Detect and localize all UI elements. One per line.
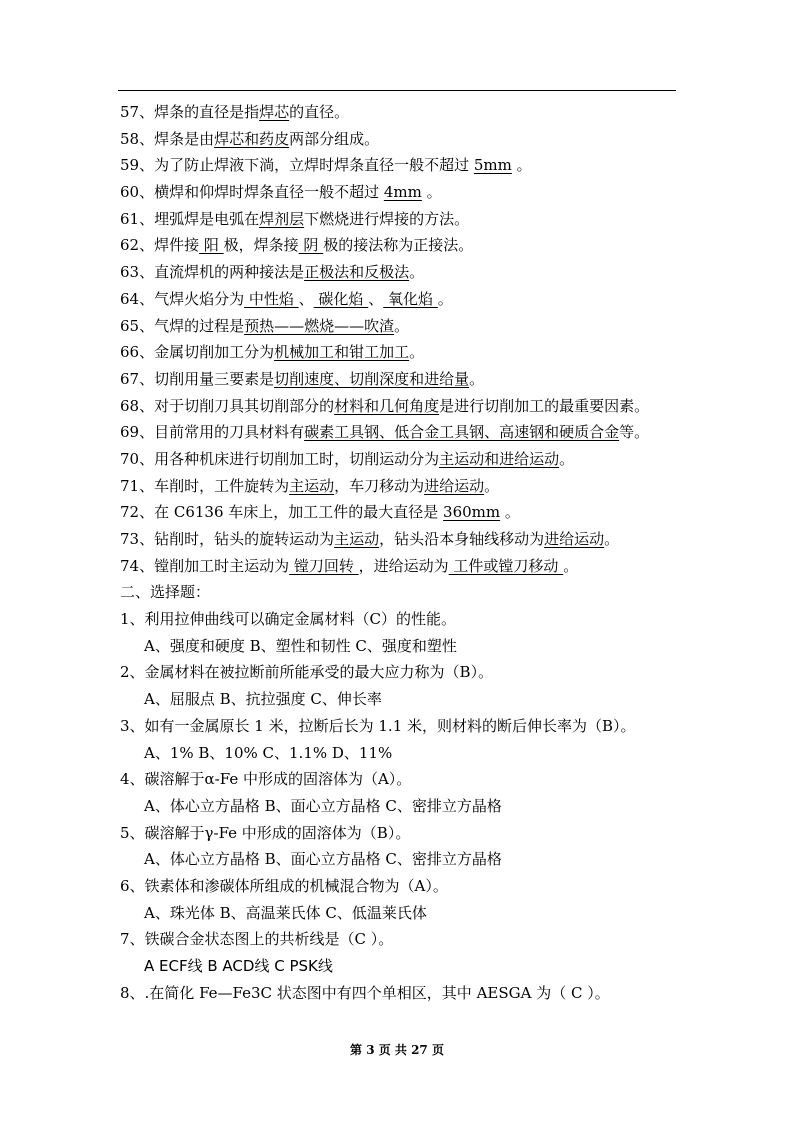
page-footer: 第 3 页 共 27 页	[350, 1043, 444, 1057]
text-line	[120, 820, 700, 847]
answer-underline: 焊芯和药皮	[214, 129, 290, 148]
text-line	[120, 446, 700, 473]
answer-underline: 镗刀回转	[289, 556, 359, 575]
text-segment: 、	[298, 289, 314, 308]
answer-options	[120, 740, 700, 767]
text-line	[120, 259, 700, 286]
answer-underline: 进给运动	[424, 476, 485, 495]
answer-underline: 阳	[199, 236, 224, 255]
text-line	[120, 152, 700, 179]
answer-underline: 4mm	[383, 183, 422, 202]
answer-underline: 5mm	[473, 156, 512, 175]
text-segment: A、体心立方晶格 B、面心立方晶格 C、密排立方晶格	[144, 850, 502, 869]
text-segment: 等。	[619, 423, 650, 442]
text-segment: 7、铁碳合金状态图上的共析线是（C ）。	[120, 930, 394, 949]
text-segment: 二、选择题：	[120, 583, 211, 602]
text-segment: 。	[394, 316, 410, 335]
answer-underline: 主运动	[289, 476, 335, 495]
text-segment: 73、钻削时，钻头的旋转运动为	[120, 530, 335, 548]
answer-underline: 氧化焰	[383, 289, 438, 308]
answer-options	[120, 953, 700, 980]
text-line	[120, 232, 700, 259]
text-line	[120, 926, 700, 953]
text-segment: ，进给运动为	[358, 556, 449, 575]
answer-underline: 主运动和进给运动	[439, 449, 560, 468]
text-segment: A、强度和硬度 B、塑性和韧性 C、强度和塑性	[144, 636, 457, 655]
text-segment: 。	[469, 369, 485, 388]
text-segment: 。	[437, 289, 453, 308]
text-segment: 63、直流焊机的两种接法是	[120, 263, 305, 282]
text-segment: A、体心立方晶格 B、面心立方晶格 C、密排立方晶格	[144, 796, 502, 815]
answer-underline: 焊芯	[259, 103, 290, 121]
text-segment: 两部分组成。	[289, 129, 380, 148]
answer-underline: 工件或镗刀移动	[448, 556, 564, 575]
text-segment: 67、切削用量三要素是	[120, 369, 275, 388]
text-line	[120, 766, 700, 793]
text-segment: 2、金属材料在被拉断前所能承受的最大应力称为（B）。	[120, 663, 494, 682]
text-segment: 6、铁素体和渗碳体所组成的机械混合物为（A）。	[120, 876, 448, 895]
text-segment: 。	[563, 556, 579, 575]
text-line	[120, 579, 700, 606]
answer-underline: 正极法和反极法	[304, 263, 410, 282]
text-line	[120, 366, 700, 393]
answer-options	[120, 633, 700, 660]
text-segment: 70、用各种机床进行切削加工时，切削运动分为	[120, 449, 440, 468]
text-line	[120, 286, 700, 313]
text-line	[120, 473, 700, 500]
text-line	[120, 99, 700, 126]
text-segment: ，钻头沿本身轴线移动为	[379, 530, 545, 548]
text-segment: 72、在 C6136 车床上，加工工件的最大直径是	[120, 503, 444, 522]
answer-underline: 碳化焰	[313, 289, 369, 308]
answer-underline: 阴	[298, 236, 324, 255]
text-segment: 。	[409, 343, 425, 362]
text-line	[120, 206, 700, 233]
answer-options	[120, 686, 700, 713]
answer-options	[120, 793, 700, 820]
text-segment: A、珠光体 B、高温莱氏体 C、低温莱氏体	[144, 903, 427, 922]
text-segment: 68、对于切削刀具其切削部分的	[120, 396, 335, 415]
text-segment: 极，焊条接	[223, 236, 299, 255]
text-segment: A ECF线 B ACD线 C PSK线	[144, 957, 333, 975]
text-segment: A、1% B、10% C、1.1% D、11%	[144, 743, 393, 762]
answer-options	[120, 846, 700, 873]
text-segment: 4、碳溶解于α-Fe 中形成的固溶体为（A）。	[120, 770, 412, 789]
text-segment: 的直径。	[289, 103, 350, 121]
text-line	[120, 393, 700, 420]
answer-underline: 进给运动	[544, 530, 605, 548]
answer-underline: 360mm	[443, 503, 501, 522]
answer-underline: 机械加工和钳工加工	[274, 343, 410, 362]
text-segment: 。	[500, 503, 520, 522]
text-segment: 71、车削时，工件旋转为	[120, 476, 290, 495]
text-segment: ，车刀移动为	[334, 476, 425, 495]
text-segment: 66、金属切削加工分为	[120, 343, 275, 362]
text-segment: 64、气焊火焰分为	[120, 289, 245, 308]
text-segment: 5、碳溶解于γ-Fe 中形成的固溶体为（B）。	[120, 823, 411, 842]
text-segment: 是进行切削加工的最重要因素。	[439, 396, 650, 415]
text-segment: 61、埋弧焊是电弧在	[120, 209, 260, 228]
text-line	[120, 419, 700, 446]
text-segment: A、屈服点 B、抗拉强度 C、伸长率	[144, 690, 382, 709]
text-segment: 65、气焊的过程是	[120, 316, 245, 335]
text-line	[120, 873, 700, 900]
text-line	[120, 980, 700, 1007]
text-line	[120, 339, 700, 366]
text-segment: 59、为了防止焊液下淌，立焊时焊条直径一般不超过	[120, 156, 474, 175]
text-line	[120, 126, 700, 153]
text-segment: 。	[484, 476, 500, 495]
text-line	[120, 553, 700, 580]
text-segment: 。	[604, 530, 620, 548]
text-segment: 58、焊条是由	[120, 129, 215, 148]
answer-underline: 碳素工具钢、低合金工具钢、高速钢和硬质合金	[304, 423, 620, 442]
text-segment: 1、利用拉伸曲线可以确定金属材料（C）的性能。	[120, 610, 457, 629]
text-segment: 极的接法称为正接法。	[323, 236, 474, 255]
header-rule	[118, 90, 676, 91]
text-segment: 、	[368, 289, 384, 308]
text-segment: 8、.在简化 Fe—Fe3C 状态图中有四个单相区，其中 AESGA 为（ C ）。	[120, 983, 610, 1002]
text-segment: 。	[421, 183, 442, 202]
answer-underline: 主运动	[334, 530, 380, 548]
text-segment: 。	[511, 156, 532, 175]
text-segment: 下燃烧进行焊接的方法。	[304, 209, 470, 228]
document-body	[120, 99, 700, 1006]
text-line	[120, 659, 700, 686]
text-segment: 。	[559, 449, 575, 468]
text-line	[120, 313, 700, 340]
text-segment: 69、目前常用的刀具材料有	[120, 423, 305, 442]
answer-underline: 切削速度、切削深度和进给量	[274, 369, 470, 388]
answer-underline: 预热——燃烧——吹渣	[244, 316, 395, 335]
text-segment: 62、焊件接	[120, 236, 200, 255]
answer-underline: 材料和几何角度	[334, 396, 440, 415]
answer-underline: 焊剂层	[259, 209, 305, 228]
text-segment: 60、横焊和仰焊时焊条直径一般不超过	[120, 183, 384, 202]
text-line	[120, 606, 700, 633]
text-segment: 74、镗削加工时主运动为	[120, 556, 290, 575]
text-line	[120, 499, 700, 526]
text-line	[120, 713, 700, 740]
text-line	[120, 526, 700, 553]
answer-options	[120, 900, 700, 927]
answer-underline: 中性焰	[244, 289, 299, 308]
text-segment: 。	[409, 263, 425, 282]
text-segment: 57、焊条的直径是指	[120, 103, 260, 121]
text-segment: 3、如有一金属原长 1 米，拉断后长为 1.1 米，则材料的断后伸长率为（B）。	[120, 716, 636, 735]
text-line	[120, 179, 700, 206]
